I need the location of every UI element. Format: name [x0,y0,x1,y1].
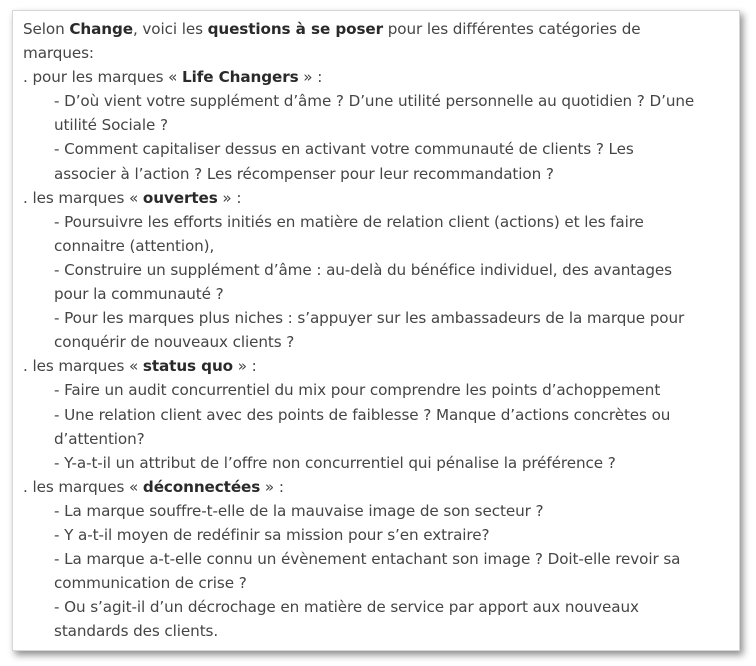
list-item: - La marque a-t-elle connu un évènement entachant son image ? Doit-elle revoir sa communication de crise ? [54,550,681,593]
intro-text-3: pour les différentes catégories de marques: [23,20,641,63]
intro-paragraph [23,17,699,65]
list-item: - Comment capitaliser dessus en activant votre communauté de clients ? Les associer à l’action ? Les récompenser pour leur recommandation ? [54,140,634,183]
list-item: - Ou s’agit-il d’un décrochage en matière de service par apport aux nouveaux standards des clients. [54,598,639,641]
section-suffix: » : [260,477,284,496]
intro-text-1: Selon [23,20,70,38]
list-item: - Construire un supplément d’âme : au-delà du bénéfice individuel, des avantages pour la communauté ? [54,260,672,304]
section-name: ouvertes [142,188,218,207]
list-item: - D’où vient votre supplément d’âme ? D’une utilité personnelle au quotidien ? D’une utilité Sociale ? [54,92,695,135]
list-item: - Poursuivre les efforts initiés en matière de relation client (actions) et les faire connaitre (attention), [54,212,644,255]
section-name: déconnectées [142,477,261,496]
list-item: - Une relation client avec des points de faiblesse ? Manque d’actions concrètes ou d’attention? [54,405,671,448]
section-name: status quo [142,357,233,376]
section-prefix: . les marques « [23,357,143,376]
list-item: - Y-a-t-il un attribut de l’offre non concurrentiel qui pénalise la préférence ? [54,453,616,472]
intro-questions-bold: questions à se poser [207,20,383,38]
section-name: Life Changers [182,68,299,87]
section-heading-life-changers [23,65,699,89]
list-item: - La marque souffre-t-elle de la mauvaise image de son secteur ? [54,501,544,520]
section-heading-ouvertes [23,186,699,210]
intro-text-2: , voici les [132,20,208,38]
list-item: - Pour les marques plus niches : s’appuyer sur les ambassadeurs de la marque pour conquérir de nouveaux clients ? [54,309,685,352]
section-prefix: . les marques « [23,188,143,207]
section-heading-status-quo [23,354,699,378]
text-card [12,10,740,651]
section-prefix: . les marques « [23,477,143,496]
section-prefix: . pour les marques « [23,68,183,87]
list-item: - Faire un audit concurrentiel du mix pour comprendre les points d’achoppement [54,381,661,400]
list-item: - Y a-t-il moyen de redéfinir sa mission pour s’en extraire? [54,525,490,544]
intro-source-bold: Change [69,20,133,38]
section-suffix: » : [233,357,257,376]
section-suffix: » : [217,188,242,207]
section-suffix: » : [298,68,323,87]
section-heading-deconnectees [23,475,699,499]
